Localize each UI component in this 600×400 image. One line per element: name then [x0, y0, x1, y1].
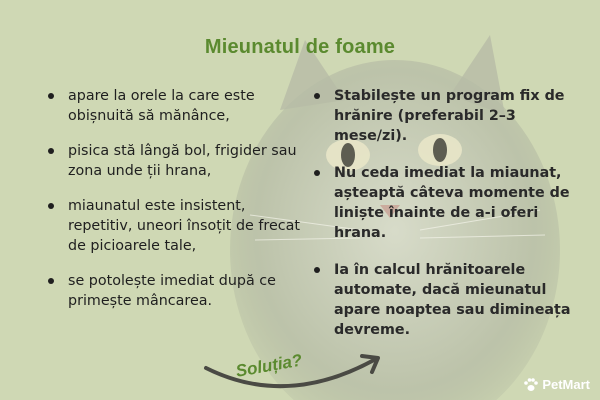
symptoms-list: [46, 86, 306, 326]
list-item: Ia în calcul hrănitoarele automate, dacă mieunatul apare noaptea sau dimineața devreme.: [312, 260, 590, 340]
brand-logo: [523, 377, 590, 392]
paw-icon: [523, 378, 539, 392]
list-item: Stabilește un program fix de hrănire (preferabil 2–3 mese/zi).: [312, 86, 590, 146]
brand-name: PetMart: [542, 377, 590, 392]
solutions-list: [312, 86, 590, 357]
list-item: se potolește imediat după ce primește mâncarea.: [46, 271, 306, 311]
solution-label: Soluția?: [234, 350, 304, 381]
page-title: Mieunatul de foame: [204, 36, 396, 58]
list-item: Nu ceda imediat la miaunat, așteaptă câteva momente de liniște înainte de a-i oferi hrana.: [312, 163, 590, 243]
list-item: apare la orele la care este obișnuită să mănânce,: [46, 86, 306, 126]
list-item: miaunatul este insistent, repetitiv, uneori însoțit de frecat de picioarele tale,: [46, 196, 306, 256]
list-item: pisica stă lângă bol, frigider sau zona unde ții hrana,: [46, 141, 306, 181]
